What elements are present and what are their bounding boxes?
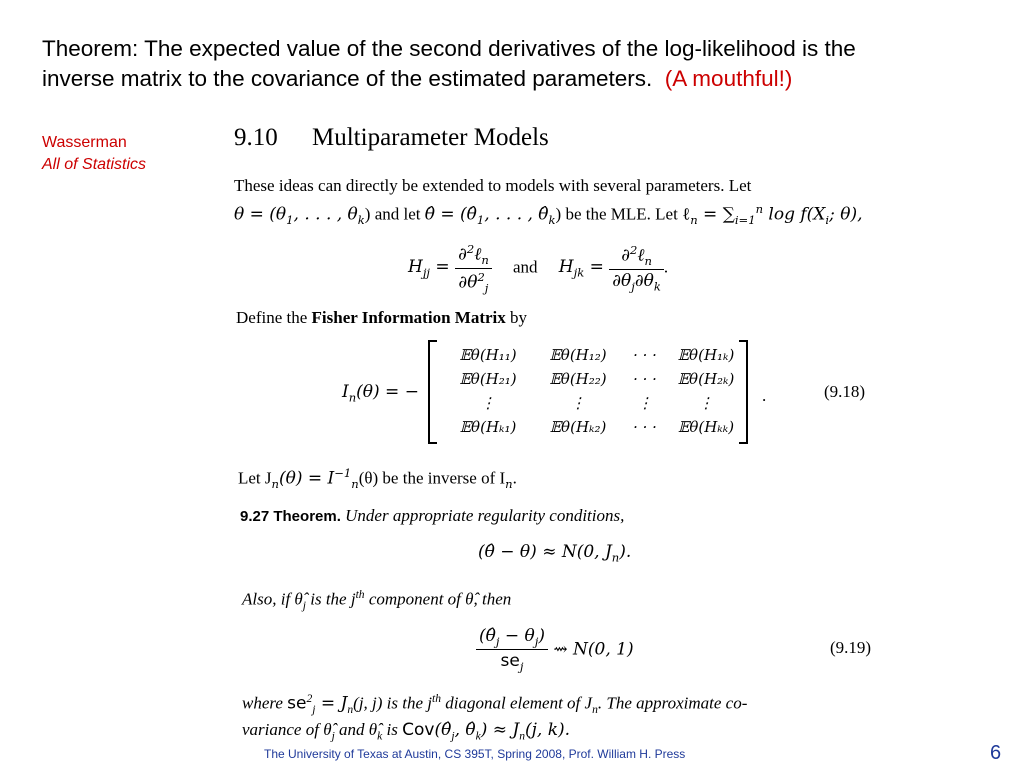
sub-j-4: j [519, 659, 524, 674]
matrix-cell: · · · [633, 418, 657, 436]
sub-j-5: j [312, 703, 316, 717]
matrix-cell: 𝔼θ(H₂₂) [549, 370, 607, 388]
where-e: diagonal element of J [441, 693, 593, 713]
sup-th: th [355, 588, 365, 601]
intro-line-2 [234, 202, 863, 227]
cov: Cov [402, 720, 435, 740]
also-c: component of θ̂, then [364, 589, 512, 609]
matrix-cell: 𝔼θ(Hₖ₁) [459, 418, 517, 436]
period: . [663, 257, 669, 277]
text-let-l: . Let ℓ [646, 204, 691, 224]
matrix-cell: ⋮ [637, 394, 653, 412]
var-c: is [382, 720, 398, 739]
den-se: se [500, 651, 520, 672]
slide-heading [42, 34, 1002, 94]
sub-i: i [825, 213, 830, 228]
matrix-cell: 𝔼θ(Hₖ₂) [549, 418, 607, 436]
define-suffix: by [510, 308, 527, 327]
sub-k: k [357, 213, 365, 228]
math-sum: = ∑ [697, 204, 735, 225]
let-j-c: (θ) be the inverse of I [358, 468, 506, 488]
eq-number-919: (9.19) [830, 638, 872, 657]
sub-n-6: n [347, 703, 354, 717]
sub-n-2: n [271, 477, 279, 492]
footer-credit: The University of Texas at Austin, CS 395T, Spring 2008, Prof. William H. Press [264, 747, 686, 761]
let-j-b: (θ) = I [278, 468, 335, 489]
also-a: Also, if θ̂ [242, 589, 303, 609]
matrix-cell: 𝔼θ(H₁₂) [549, 346, 607, 364]
sub-j-7: j [451, 729, 455, 743]
where-c: = J [315, 693, 348, 714]
heading-line-1: Theorem: The expected value of the second derivatives of the log-likelihood is the [42, 36, 856, 61]
sub-j-2: j [495, 634, 500, 649]
heading-line-2 [42, 64, 1002, 94]
frac-hjj-den: $\partial\theta^2_j$ [458, 270, 489, 296]
sup-minus-1: −1 [334, 466, 352, 480]
math-theta: θ = (θ [234, 204, 287, 225]
var-a: variance of θ̂ [242, 720, 332, 739]
fisher-matrix [428, 340, 748, 444]
sub-n-4: n [505, 477, 513, 492]
lhs-i: I [342, 382, 349, 402]
where-d: (j, j) is the j [353, 693, 433, 713]
frac-hjk-den: $\partial\theta_j\partial\theta_k$ [612, 271, 661, 294]
standardized-estimator [476, 626, 634, 674]
textbook-excerpt [232, 118, 892, 743]
matrix-grid [444, 343, 738, 441]
matrix-cell: · · · [633, 370, 657, 388]
sup-2: 2 [306, 692, 313, 705]
math-theta-hat: θ̂ = (θ̂ [424, 204, 477, 225]
matrix-cell: 𝔼θ(H₁ₖ) [677, 346, 735, 364]
heading-line-2-text: inverse matrix to the covariance of the estimated parameters. [42, 66, 653, 91]
var-f: ) ≈ J [480, 720, 520, 740]
matrix-cell: 𝔼θ(Hₖₖ) [677, 418, 735, 436]
matrix-cell: ⋮ [698, 394, 714, 412]
let-j-line [238, 466, 517, 491]
heading-aside: (A mouthful!) [664, 66, 793, 91]
matrix-cell: 𝔼θ(H₂ₖ) [677, 370, 735, 388]
matrix-cell: ⋮ [480, 394, 496, 412]
text-be-the: ) be the [555, 204, 607, 224]
lhs-rest: (θ) = − [356, 382, 419, 402]
sup-th-2: th [432, 692, 441, 705]
sum-limits: i=1 [734, 213, 756, 228]
where-se: se [287, 693, 307, 714]
where-f: . The approximate co- [597, 693, 748, 713]
eq-number-918: (9.18) [824, 382, 866, 401]
attribution-author: Wasserman [42, 134, 127, 151]
var-g: (j, k). [525, 720, 571, 740]
sub-n-5: n [611, 550, 620, 565]
sub-k-2: k [377, 729, 383, 743]
h-jk: $H_{jk}$ = [558, 257, 610, 280]
sub-j-3: j [534, 634, 539, 649]
matrix-cell: 𝔼θ(H₂₁) [459, 370, 517, 388]
frac-hjj-num: ∂$^2$ℓ$_n$ [455, 242, 492, 269]
sub-j-6: j [331, 729, 335, 743]
matrix-cell: ⋮ [570, 394, 586, 412]
hessian-definition [408, 242, 668, 295]
also-line [242, 588, 511, 612]
fisher-definition [236, 308, 527, 328]
let-j-a: Let J [238, 468, 272, 488]
asymptotic-normality [478, 542, 631, 564]
matrix-period: . [762, 386, 767, 405]
section-title [234, 124, 549, 152]
define-prefix: Define the [236, 308, 308, 327]
num-a: (θ̂ [479, 626, 496, 646]
frac-standardized [476, 626, 548, 674]
sub-1: 1 [286, 213, 294, 228]
h-jj: $H_{jj}$ = [408, 257, 456, 280]
frac-hjk-num: ∂$^2$ℓ$_n$ [609, 243, 664, 270]
section-title-text: Multiparameter Models [312, 124, 549, 151]
intro-line-1: These ideas can directly be extended to models with several parameters. Let [234, 176, 752, 195]
matrix-lhs [342, 382, 419, 404]
var-d: (θ̂ [434, 720, 452, 740]
also-b: is the j [306, 589, 356, 609]
frac-num [476, 626, 548, 650]
theorem-label: 9.27 Theorem. [240, 508, 341, 525]
frac-hjj [455, 242, 492, 295]
sub-k-3: k [475, 729, 481, 743]
theorem-927 [240, 506, 624, 526]
variance-line [242, 720, 570, 742]
attribution [42, 132, 146, 176]
where-a: where [242, 693, 283, 713]
text-and: and [513, 257, 538, 277]
frac-den [476, 650, 548, 673]
attribution-book: All of Statistics [42, 156, 147, 173]
num-b: − θ [499, 626, 535, 646]
sub-n-3: n [351, 477, 359, 492]
sub-j: j [302, 599, 306, 613]
sub-kb: k [548, 213, 556, 228]
asym-a: (θ̂ − θ) ≈ N(0, J [478, 542, 612, 562]
asym-close: ). [619, 542, 632, 562]
text-and-let: ) and let [364, 204, 421, 224]
sum-upper: n [755, 202, 763, 216]
var-e: , θ̂ [454, 720, 476, 740]
sub-n-8: n [519, 729, 526, 743]
lhs-sub-n: n [348, 390, 357, 405]
sub-1b: 1 [476, 213, 485, 228]
where-line [242, 692, 747, 716]
fisher-term: Fisher Information Matrix [311, 308, 506, 327]
matrix-cell: · · · [633, 346, 657, 364]
math-dots: , . . . , θ [293, 204, 358, 225]
let-period: . [512, 468, 517, 488]
mle-abbrev: MLE [610, 204, 647, 224]
sub-n-7: n [592, 703, 598, 717]
math-dots-2: , . . . , θ̂ [484, 204, 549, 225]
page-number: 6 [990, 742, 1002, 764]
sub-n: n [690, 213, 698, 228]
num-close: ) [538, 626, 545, 646]
math-theta-close: ; θ), [829, 204, 863, 225]
matrix-cell: 𝔼θ(H₁₁) [459, 346, 517, 364]
var-b: and θ̂ [334, 720, 378, 739]
math-log-f: log f(X [763, 204, 826, 225]
converge-arrow: ⇝ N(0, 1) [553, 639, 634, 660]
section-number: 9.10 [234, 124, 278, 151]
frac-hjk [609, 243, 664, 293]
theorem-text: Under appropriate regularity conditions, [345, 506, 625, 525]
